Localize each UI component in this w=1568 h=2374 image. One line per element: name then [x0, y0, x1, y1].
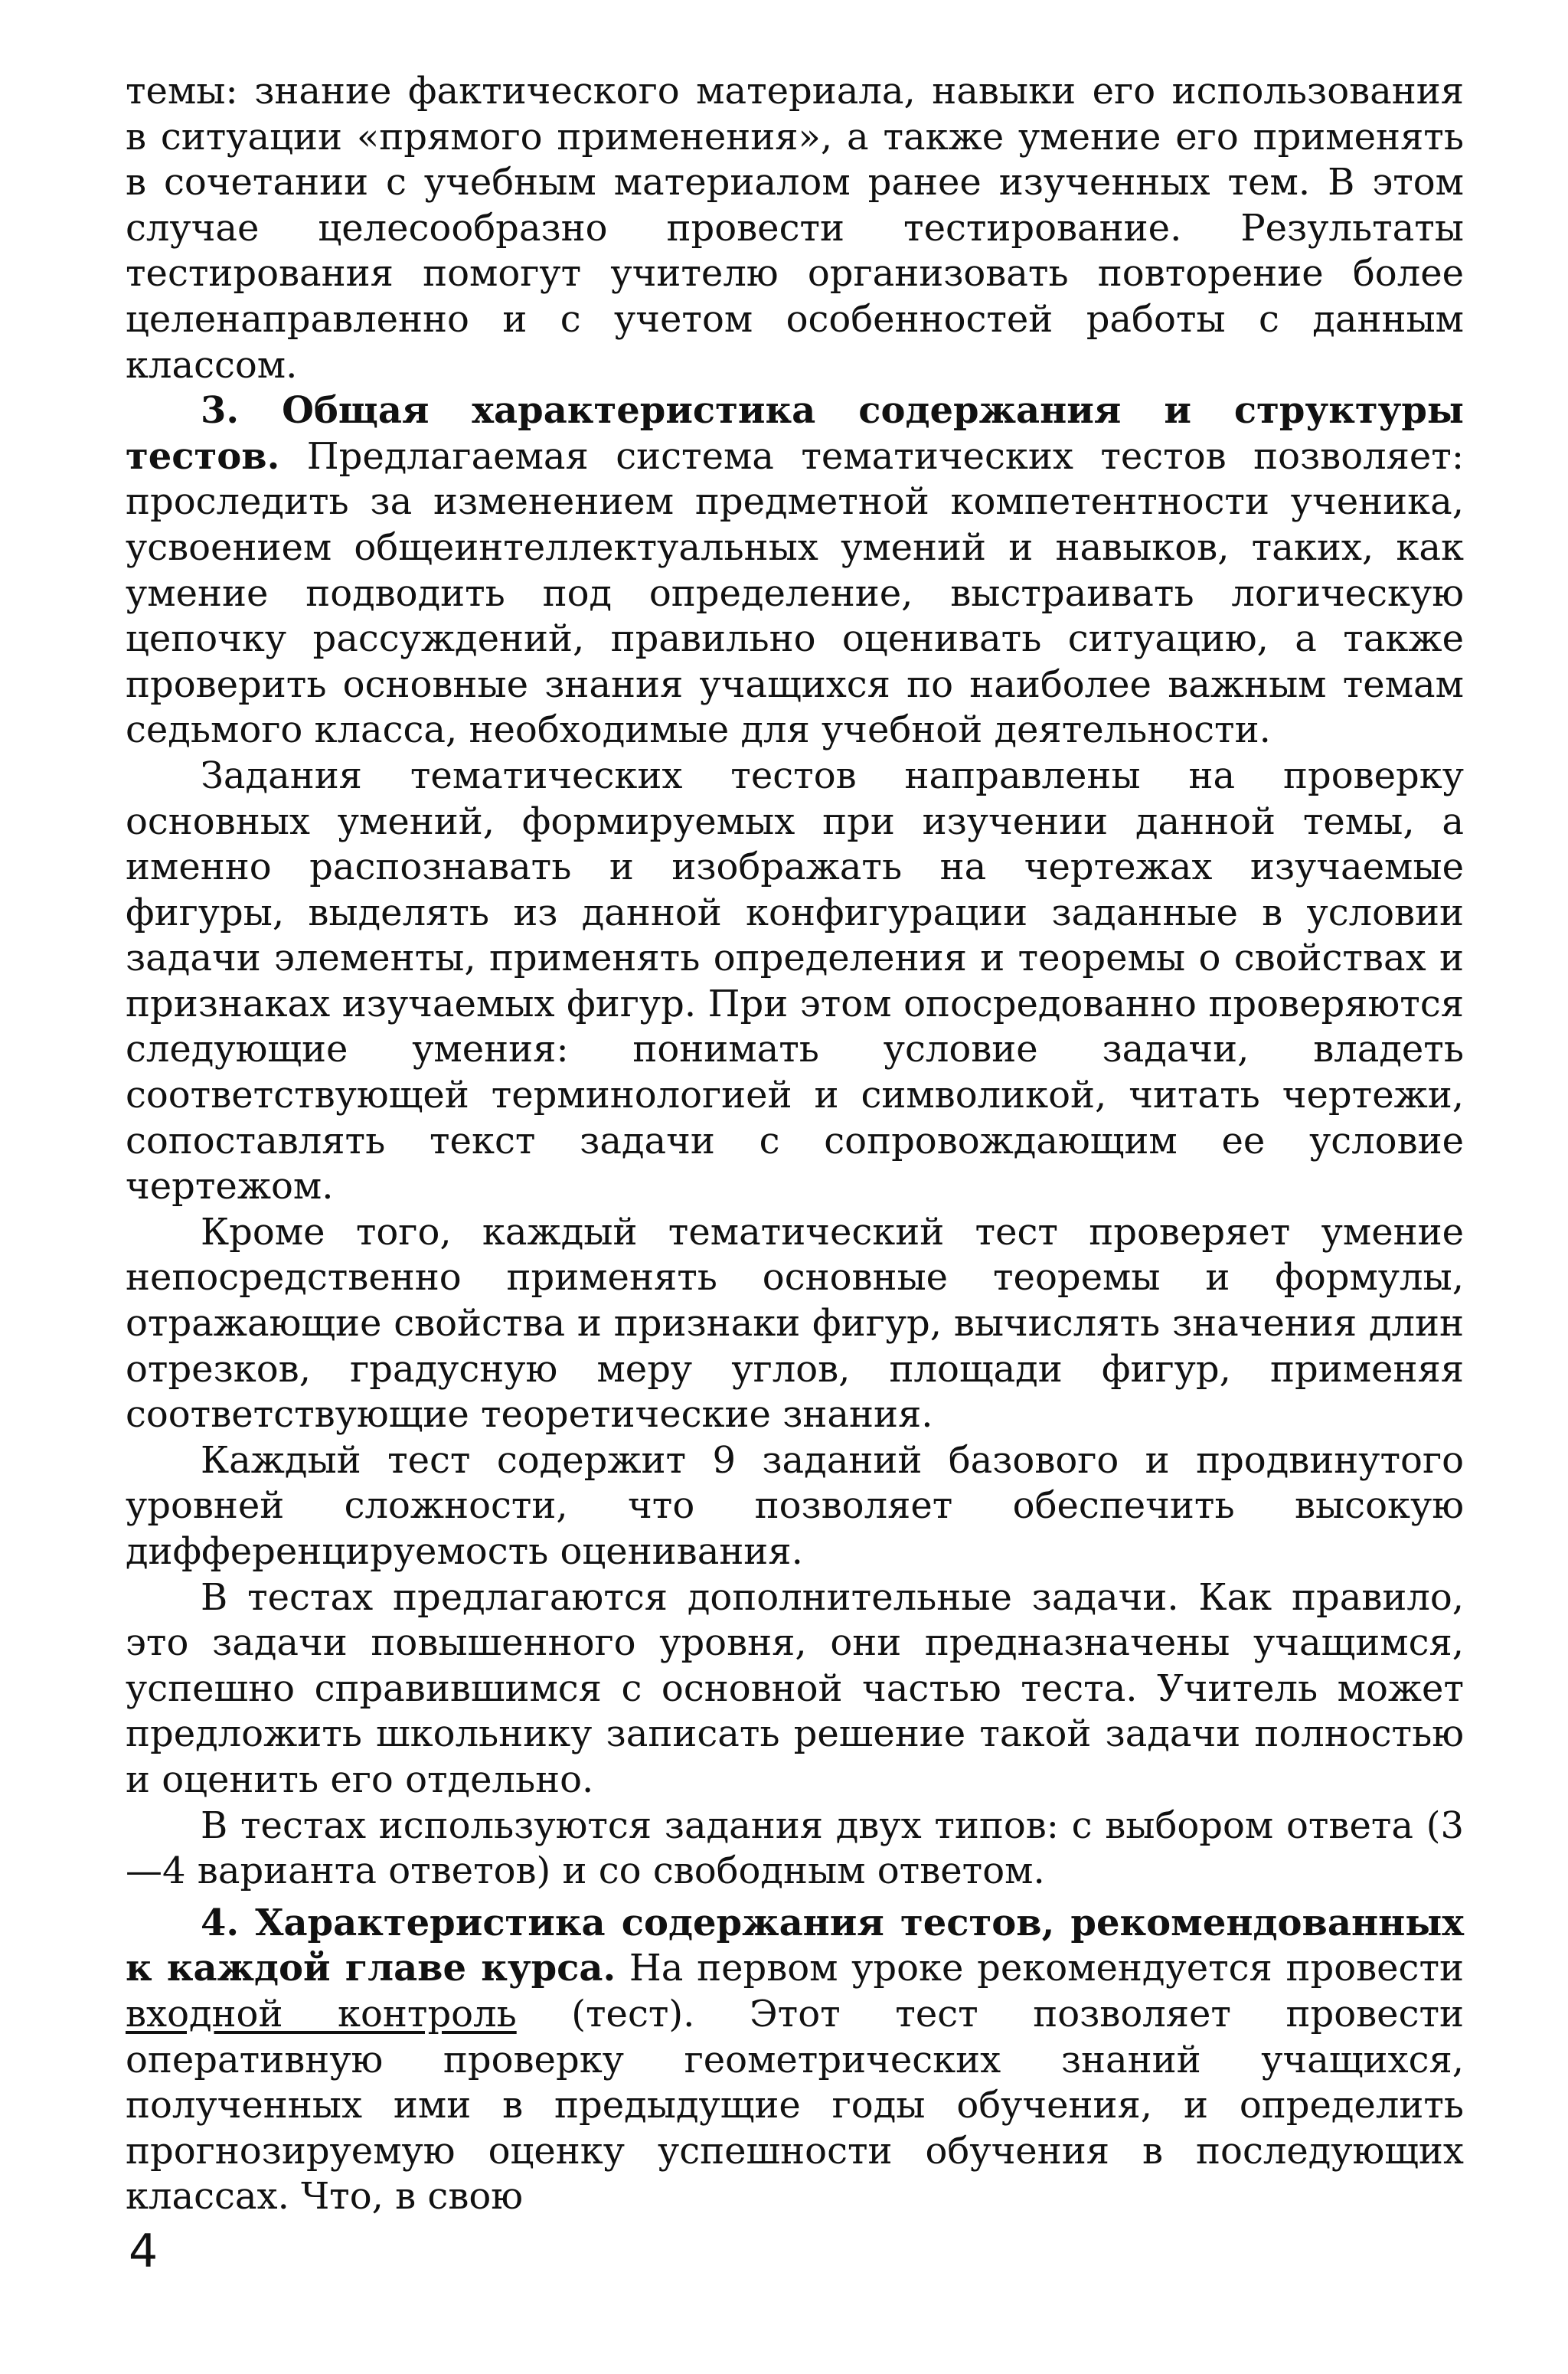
section-3-text: Предлагаемая система тематических тестов позволяет: проследить за изменением предметной компетентности ученика, усвоением общеинтеллектуальных умений и навыков, таких, как умение подводить под определение, выстраивать логическую цепочку рассуждений, правильно оценивать ситуацию, а также проверить основные знания учащихся по наиболее важным темам седьмого класса, необходимые для учебной деятельности. [126, 434, 1464, 752]
page-body [126, 69, 1464, 2220]
paragraph-intro: темы: знание фактического материала, навыки его использования в ситуации «прямого применения», а также умение его применять в сочетании с учебным материалом ранее изученных тем. В этом случае целесообразно провести тестирование. Результаты тестирования помогут учителю организовать повторение более целенаправленно и с учетом особенностей работы с данным классом. [126, 70, 1464, 387]
paragraph-task-types: В тестах используются задания двух типов: с выбором ответа (3—4 варианта ответов) и со свободным ответом. [126, 1803, 1464, 1893]
section-4-text-b: (тест). Этот тест позволяет провести оперативную проверку геометрических знаний учащихся, полученных ими в предыдущие годы обучения, и определить прогнозируемую оценку успешности обучения в последующих классах. Что, в свою [126, 1992, 1464, 2219]
paragraph-tasks: Задания тематических тестов направлены на проверку основных умений, формируемых при изучении данной темы, а именно распознавать и изображать на чертежах изучаемые фигуры, выделять из данной конфигурации заданные в условии задачи элементы, применять определения и теоремы о свойствах и признаках изучаемых фигур. При этом опосредованно проверяются следующие умения: понимать условие задачи, владеть соответствующей терминологией и символикой, читать чертежи, сопоставлять текст задачи с сопровождающим ее условие чертежом. [126, 754, 1464, 1208]
section-4-heading: 4. Характеристика содержания тестов, рекомендованных к каждой главе курса. [126, 1901, 1464, 1990]
paragraph-besides: Кроме того, каждый тематический тест проверяет умение непосредственно применять основные теоремы и формулы, отражающие свойства и признаки фигур, вычислять значения длин отрезков, градусную меру углов, площади фигур, применяя соответствующие теоретические знания. [126, 1210, 1464, 1437]
section-4-text-a: На первом уроке рекомендуется провести [616, 1947, 1464, 1990]
paragraph-nine-tasks: Каждый тест содержит 9 заданий базового и продвинутого уровней сложности, что позволяет обеспечить высокую дифференцируемость оценивания. [126, 1438, 1464, 1573]
section-4 [126, 1901, 1464, 2220]
section-3 [126, 388, 1464, 754]
section-4-underlined-term: входной контроль [126, 1992, 517, 2036]
paragraph-additional-tasks: В тестах предлагаются дополнительные задачи. Как правило, это задачи повышенного уровня, они предназначены учащимся, успешно справившимся с основной частью теста. Учитель может предложить школьнику записать решение такой задачи полностью и оценить его отдельно. [126, 1575, 1464, 1801]
page-number: 4 [129, 2225, 158, 2278]
section-3-heading: 3. Общая характеристика содержания и структуры тестов. [126, 389, 1464, 478]
